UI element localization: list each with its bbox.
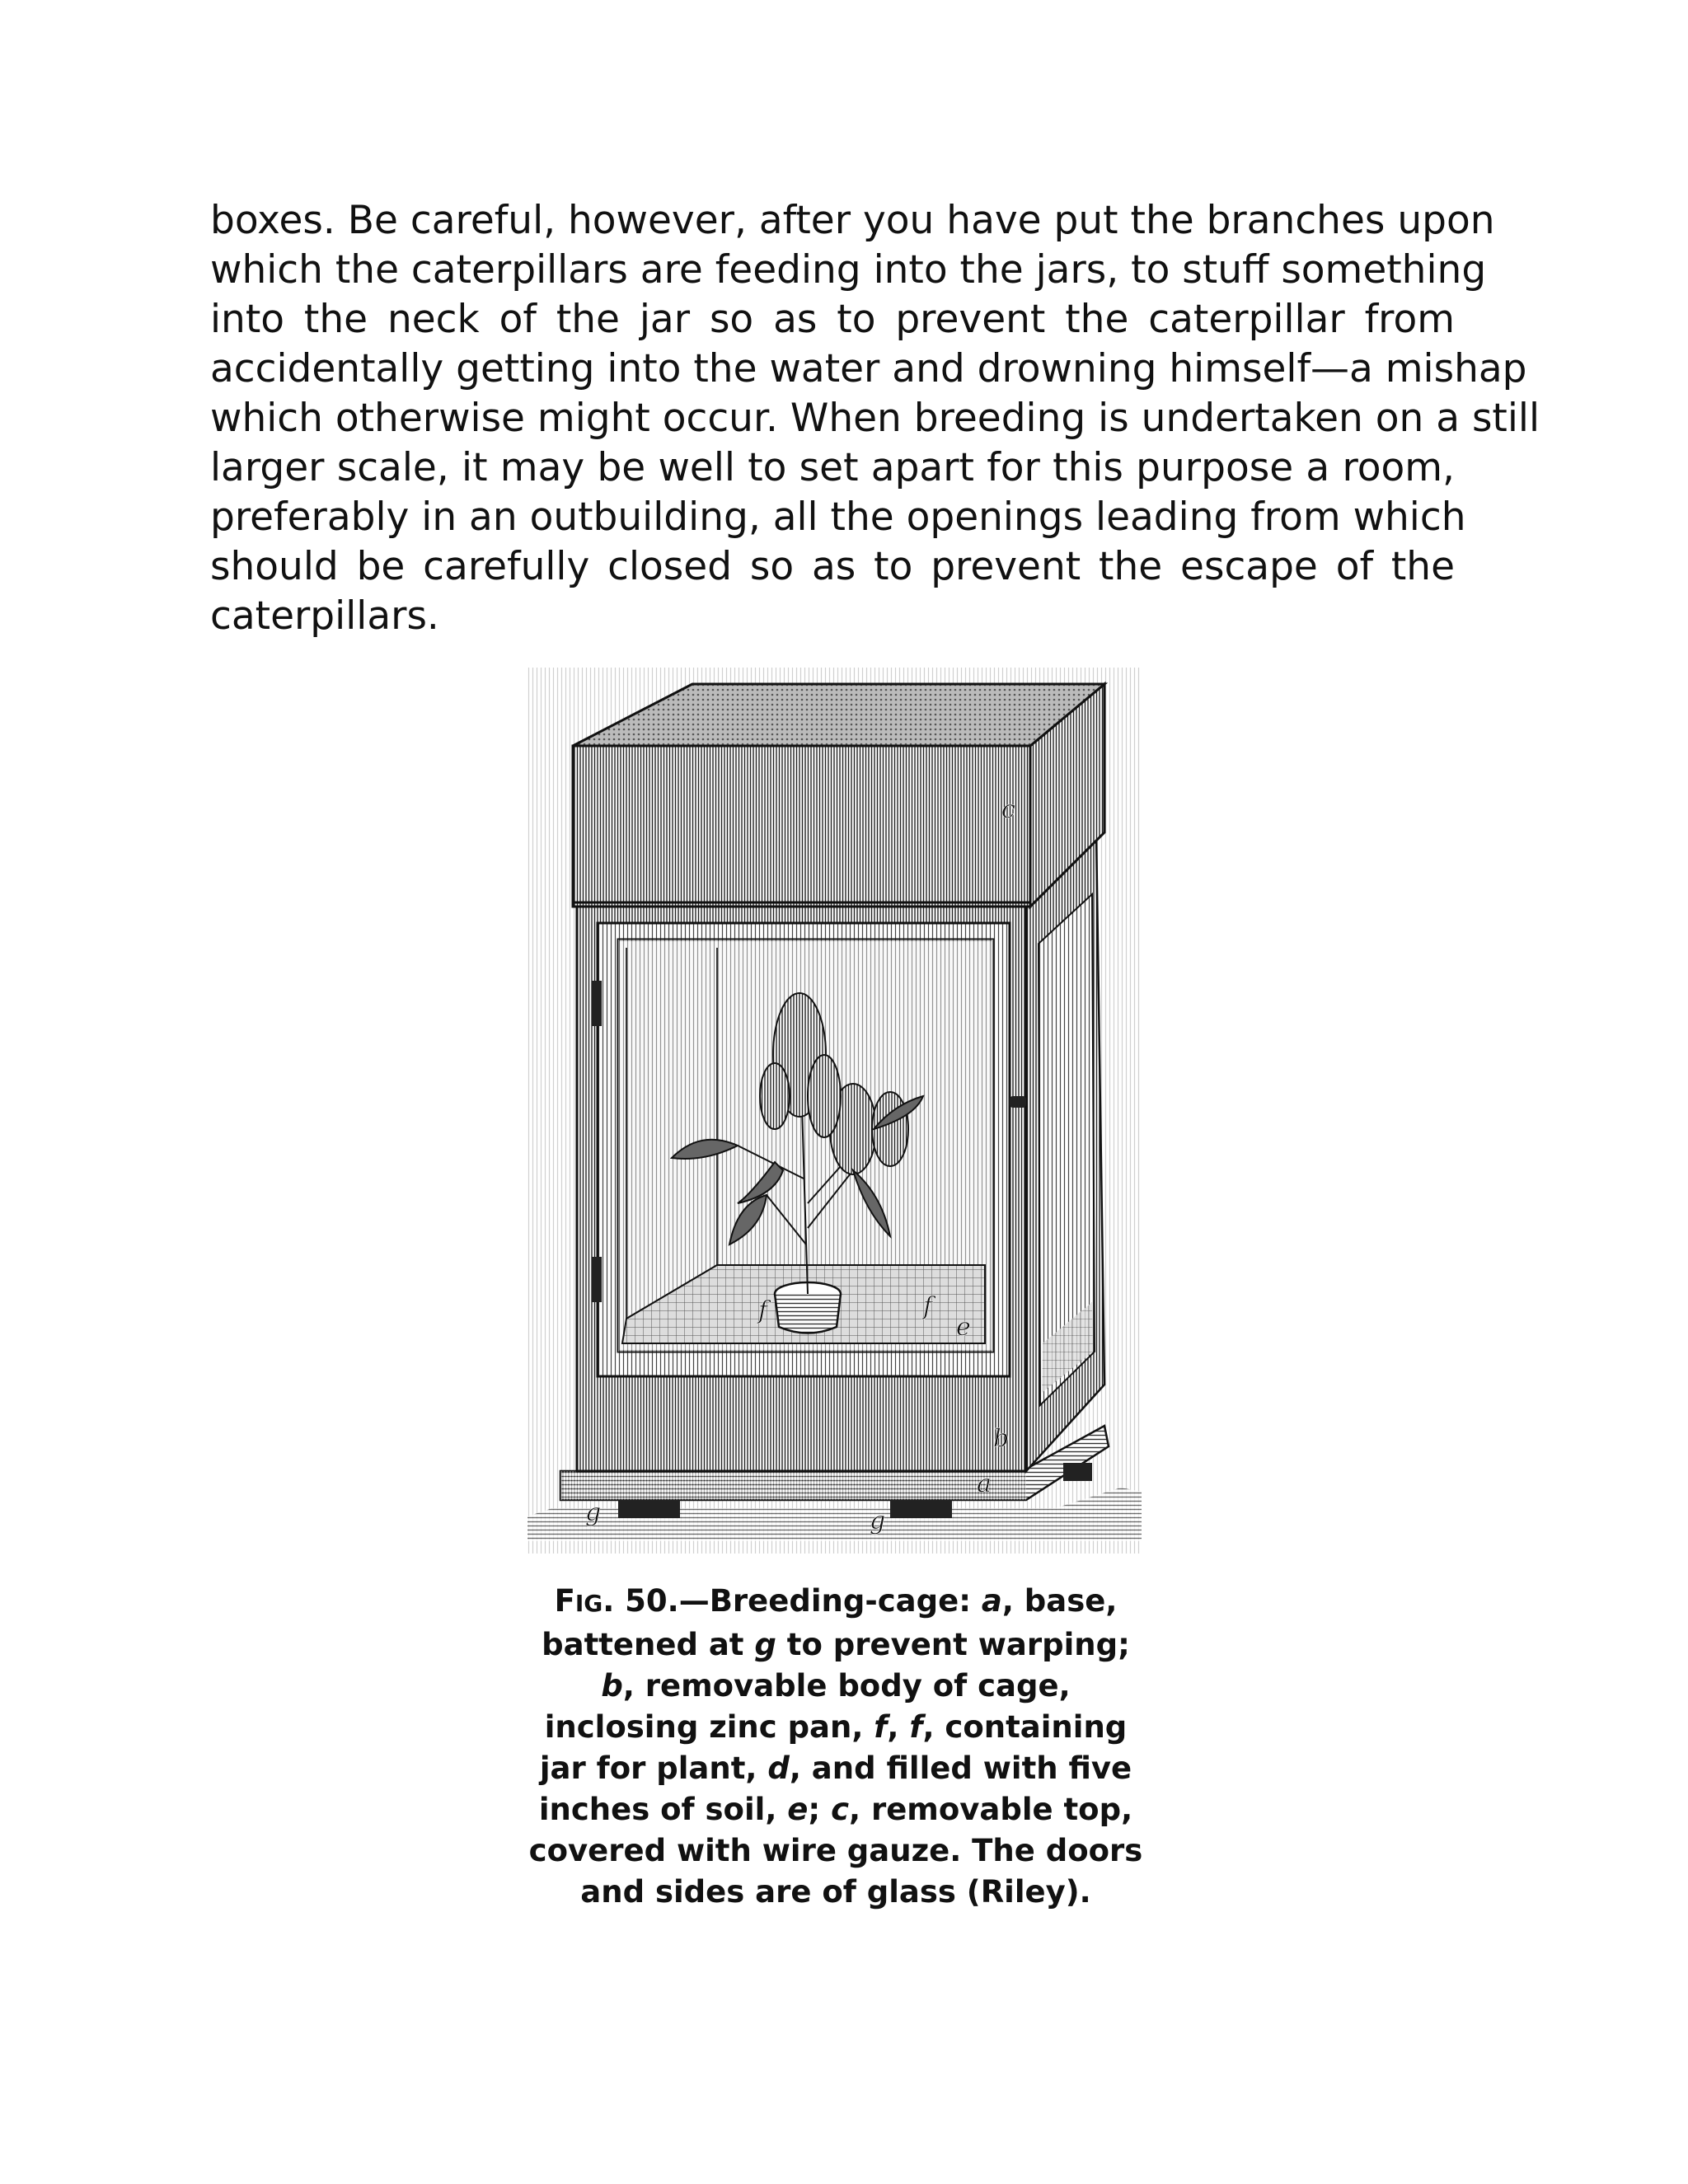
hinge-bottom <box>592 1257 602 1302</box>
body-line-7: preferably in an outbuilding, all the openings leading from which <box>210 494 1466 540</box>
label-g1: g <box>585 1498 602 1527</box>
body-line-2: which the caterpillars are feeding into the jars, to stuff something <box>210 247 1487 293</box>
caption-line-2: battened at g to prevent warping; <box>542 1627 1130 1662</box>
label-f1: f <box>758 1296 768 1325</box>
label-a: a <box>977 1469 992 1498</box>
label-g2: g <box>870 1507 886 1535</box>
label-f2: f <box>923 1292 933 1321</box>
body-line-6: larger scale, it may be well to set apart for this purpose a room, <box>210 445 1455 490</box>
breeding-cage-svg <box>528 668 1142 1554</box>
caption-line-6: inches of soil, e; c, removable top, <box>538 1792 1133 1827</box>
body-line-5: which otherwise might occur. When breeding is undertaken on a still <box>210 396 1540 441</box>
hinge-top <box>592 981 602 1026</box>
caption-line-7: covered with wire gauze. The doors <box>528 1833 1143 1868</box>
plant-jar <box>775 1294 841 1333</box>
door-knob <box>1010 1096 1026 1108</box>
breeding-cage-illustration <box>528 668 1142 1554</box>
label-b: b <box>993 1424 1010 1453</box>
caption-line-5: jar for plant, d, and filled with five <box>539 1750 1132 1786</box>
batten-left <box>618 1500 680 1518</box>
label-c: c <box>1001 795 1015 824</box>
caption-line-3: b, removable body of cage, <box>601 1668 1071 1704</box>
body-line-9: caterpillars. <box>210 593 439 639</box>
batten-right <box>890 1500 952 1518</box>
body-line-8: should be carefully closed so as to prevent the escape of the <box>210 544 1455 589</box>
caption-line-8: and sides are of glass (Riley). <box>580 1874 1091 1910</box>
body-paragraph <box>210 196 1540 641</box>
batten-back <box>1063 1463 1092 1481</box>
body-line-3: into the neck of the jar so as to prevent the caterpillar from <box>210 297 1455 342</box>
caption-line-1: FIG. 50.—Breeding-cage: a, base, <box>554 1583 1118 1619</box>
cage-top-front <box>573 746 1030 907</box>
body-line-4: accidentally getting into the water and drowning himself—a mishap <box>210 346 1527 391</box>
figure-caption <box>462 1581 1210 1913</box>
label-e: e <box>956 1313 971 1342</box>
label-d: d <box>1030 1030 1031 1031</box>
caption-line-4: inclosing zinc pan, f, f, containing <box>544 1709 1128 1745</box>
body-line-1: boxes. Be careful, however, after you have put the branches upon <box>210 198 1495 243</box>
